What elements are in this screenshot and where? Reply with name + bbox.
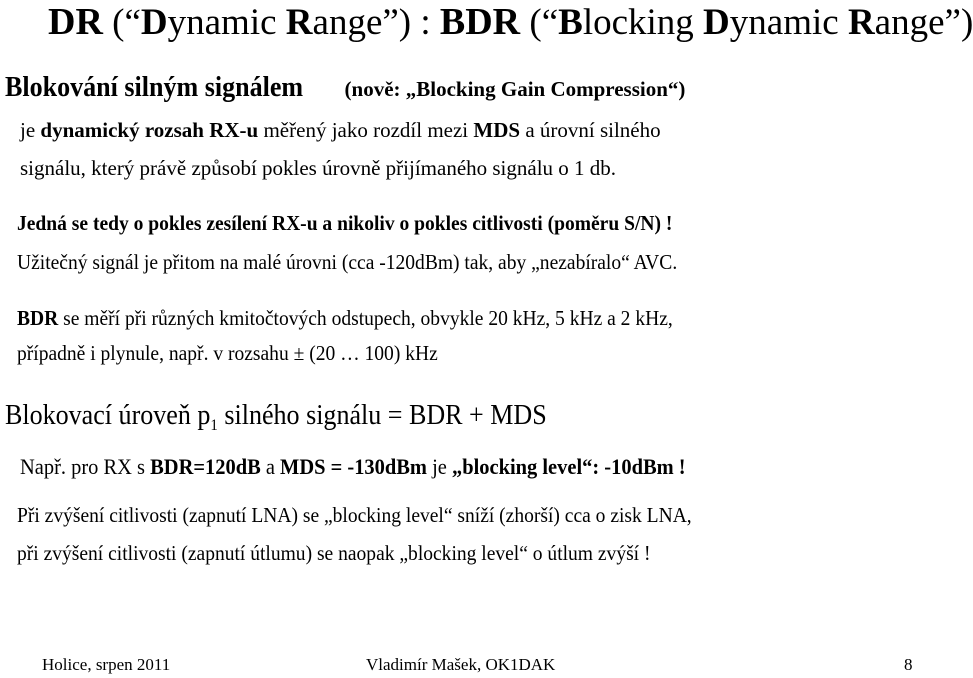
title-bdr-D: D xyxy=(703,2,730,43)
s1-l1-e: a úrovní silného xyxy=(520,118,661,142)
title-dr-D: D xyxy=(140,2,168,43)
title-dr-open: (“ xyxy=(102,2,141,43)
formula-a: Blokovací úroveň p xyxy=(5,400,211,431)
section1-heading-note: (nově: „Blocking Gain Compression“) xyxy=(344,77,686,101)
footer-location-date: Holice, srpen 2011 xyxy=(42,655,171,674)
example-c: a xyxy=(260,454,281,479)
title-bdr-open: (“ xyxy=(520,2,559,43)
section4-line1-text: Při zvýšení citlivosti (zapnutí LNA) se „blocking level“ sníží (zhorší) cca o zisk LNA, xyxy=(17,503,692,527)
formula-heading xyxy=(5,400,587,435)
title-bdr-rest2: ynamic xyxy=(729,2,848,43)
section1-line4-text: Užitečný signál je přitom na malé úrovni (cca -120dBm) tak, aby „nezabíralo“ AVC. xyxy=(17,250,678,274)
example-b: BDR=120dB xyxy=(150,454,261,479)
footer-author: Vladimír Mašek, OK1DAK xyxy=(366,655,556,674)
example-d: MDS = -130dBm xyxy=(280,454,427,479)
slide-title xyxy=(48,0,973,44)
section2-line1 xyxy=(17,306,722,331)
formula-sub: 1 xyxy=(210,417,218,434)
section2-line2 xyxy=(17,341,469,366)
s1-l1-a: je xyxy=(20,118,41,142)
title-bdr: BDR xyxy=(439,1,521,43)
s1-l1-c: měřený jako rozdíl mezi xyxy=(258,118,474,142)
section1-line3 xyxy=(17,211,722,236)
section4-line1 xyxy=(17,503,742,528)
section1-heading-text: Blokování silným signálem xyxy=(5,72,304,103)
example-e: je xyxy=(426,454,452,479)
title-bdr-rest3: ange”) xyxy=(874,2,973,43)
example-f: „blocking level“: -10dBm ! xyxy=(451,454,686,479)
title-dr-rest2: ange”) : xyxy=(312,2,440,43)
section1-heading xyxy=(5,72,685,104)
section2-line2-text: případně i plynule, např. v rozsahu ± (20 … 100) kHz xyxy=(17,341,438,365)
example-a: Např. pro RX s xyxy=(20,454,151,479)
title-dr-R: R xyxy=(285,2,313,43)
s2-l1-b: se měří při různých kmitočtových odstupech, obvykle 20 kHz, 5 kHz a 2 kHz, xyxy=(58,306,673,330)
s2-l1-a: BDR xyxy=(17,306,59,330)
section1-line4 xyxy=(17,250,727,275)
title-bdr-R: R xyxy=(847,2,875,43)
title-bdr-rest1: locking xyxy=(582,2,704,43)
title-bdr-B: B xyxy=(558,2,583,43)
section1-line3-text: Jedná se tedy o pokles zesílení RX-u a nikoliv o pokles citlivosti (poměru S/N) ! xyxy=(17,211,673,235)
formula-b: silného signálu = BDR + MDS xyxy=(217,400,547,431)
title-dr-rest1: ynamic xyxy=(167,2,286,43)
s1-l1-b: dynamický rozsah RX-u xyxy=(40,118,259,142)
title-dr: DR xyxy=(48,1,103,43)
section1-line1 xyxy=(20,118,661,143)
section4-line2-text: při zvýšení citlivosti (zapnutí útlumu) se naopak „blocking level“ o útlum zvýší ! xyxy=(17,541,651,565)
example-line xyxy=(20,454,736,480)
section4-line2 xyxy=(17,541,698,566)
s1-l1-d: MDS xyxy=(473,118,521,142)
footer-page-number: 8 xyxy=(904,655,913,674)
section1-line2: signálu, který právě způsobí pokles úrovně přijímaného signálu o 1 db. xyxy=(20,156,617,180)
